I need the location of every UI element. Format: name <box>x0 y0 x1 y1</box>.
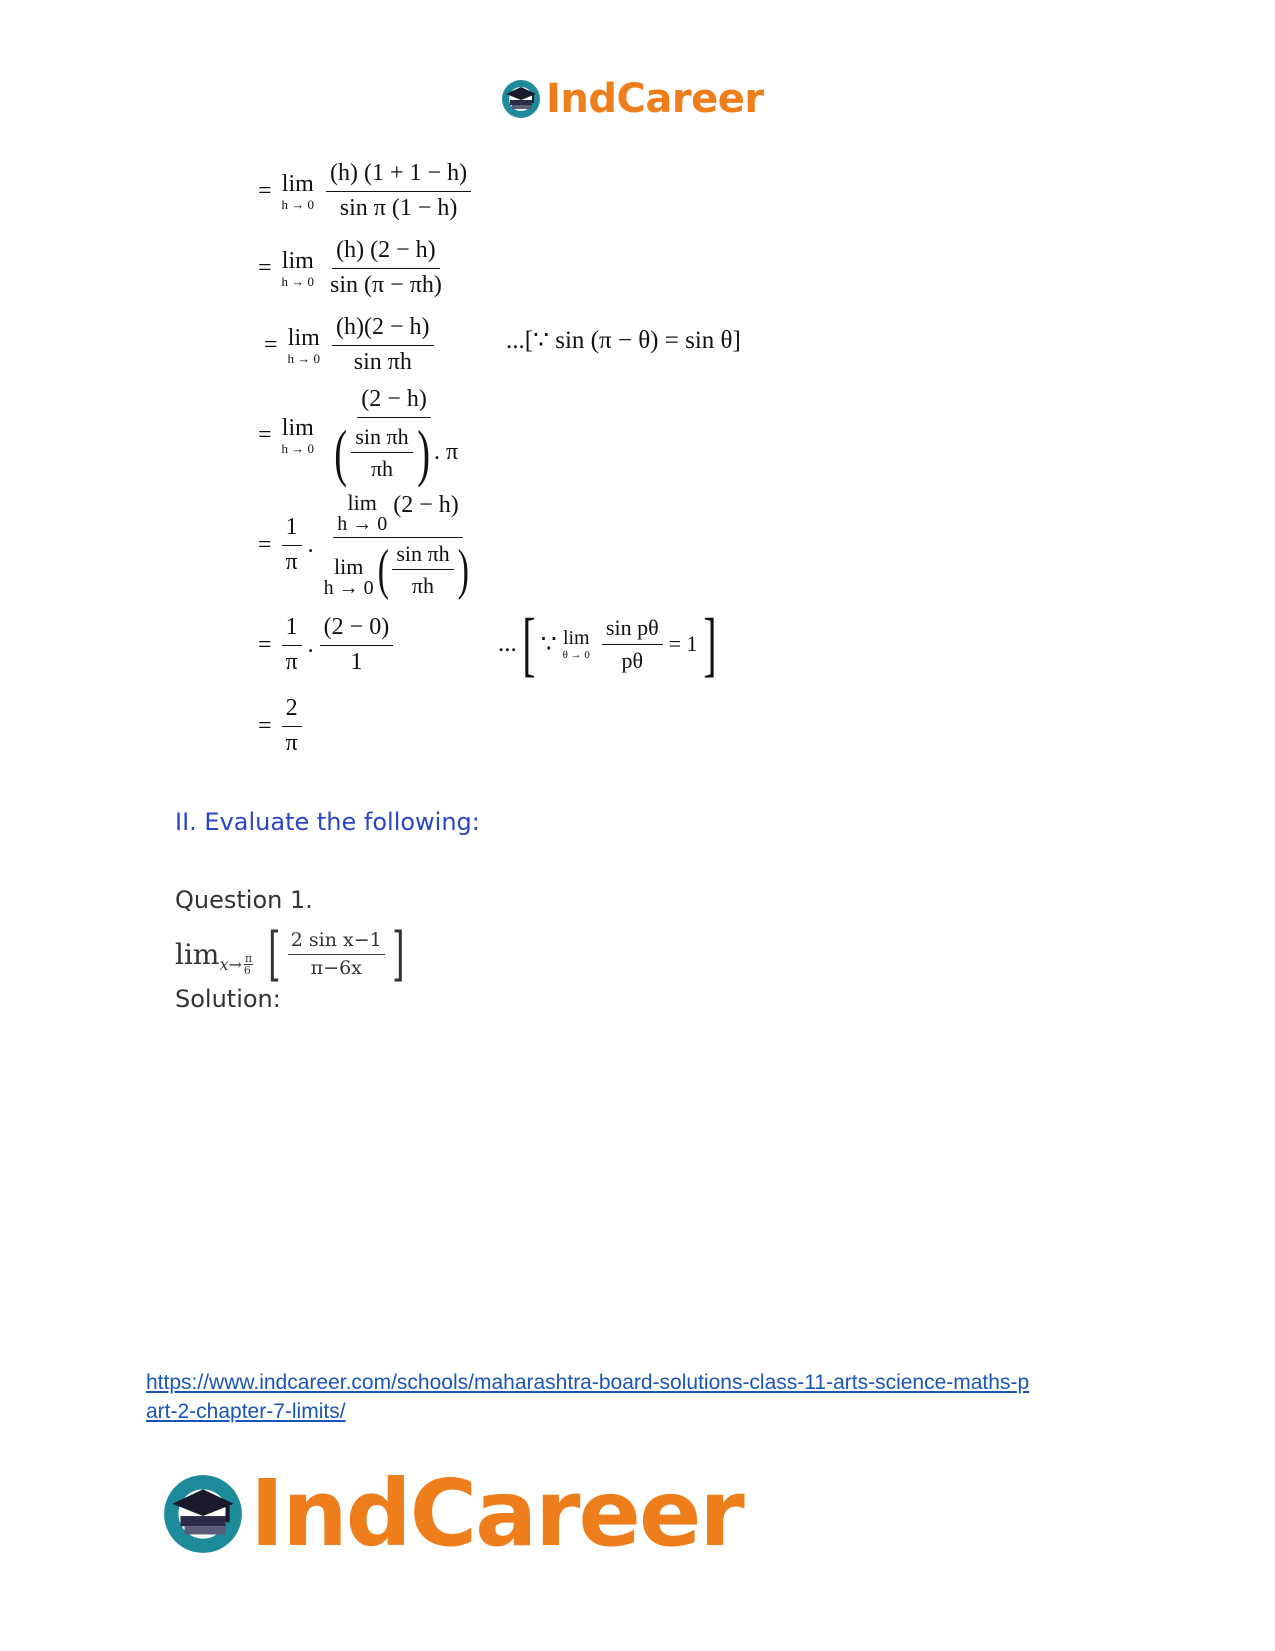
equals-sign: = <box>258 631 272 658</box>
logo-wordmark: IndCareer <box>546 76 764 122</box>
equals-sign: = <box>258 712 272 739</box>
numerator: (h)(2 − h) <box>332 314 434 346</box>
denominator: sin π (1 − h) <box>339 194 458 221</box>
derivation-step-4 <box>258 386 462 488</box>
fraction <box>326 237 446 299</box>
url-line-1[interactable]: https://www.indcareer.com/schools/maharashtra-board-solutions-class-11-arts-science-maths-p <box>146 1371 1030 1394</box>
inner-fraction: $\frac{\text{sin πh}}{\pi h}$ <box>351 424 412 482</box>
graduation-cap-books-icon <box>160 1471 246 1557</box>
derivation-step-6: = $\frac{1}{\pi}$ . $\frac{(2 - 0)}{1}$ <box>258 614 393 676</box>
denominator: sin πh <box>353 348 412 375</box>
fraction <box>332 314 434 376</box>
limit-quotient <box>320 492 477 599</box>
fraction <box>326 386 462 488</box>
denominator: sin (π − πh) <box>330 271 442 298</box>
logo-wordmark: IndCareer <box>250 1460 743 1567</box>
result-fraction: $\frac{2}{\pi}$ <box>282 695 302 757</box>
equals-sign: = <box>258 531 272 558</box>
limit-operator: lim h → 0 <box>287 324 321 366</box>
derivation-step-3 <box>264 314 434 376</box>
derivation-step-5: = $\frac{1}{\pi}$ . lim h → 0 (2 − h) lim h → 0 ( $\frac{\text{sin πh}}{\pi h}$ ) <box>258 492 476 599</box>
numerator: (2 − h) <box>357 386 431 418</box>
coefficient-fraction: $\frac{1}{\pi}$ <box>282 614 302 676</box>
section-heading: II. Evaluate the following: <box>175 808 480 836</box>
url-line-2[interactable]: art-2-chapter-7-limits/ <box>146 1400 346 1424</box>
identity-note: ...[∵ sin (π − θ) = sin θ] <box>506 327 741 354</box>
equals-sign: = <box>264 331 278 358</box>
fraction: $\frac{\text{sin pθ}}{p\theta}$ <box>602 615 663 673</box>
denominator: lim h → 0 ( $\frac{\text{sin πh}}{\pi h}$ ) <box>323 538 469 601</box>
fraction: $\frac{(2 - 0)}{1}$ <box>320 614 394 676</box>
graduation-cap-books-icon <box>500 78 542 120</box>
derivation-step-7 <box>258 695 302 757</box>
source-url-link[interactable] <box>146 1368 1146 1427</box>
derivation-step-1 <box>258 160 471 222</box>
question-label: Question 1. <box>175 886 313 914</box>
equals-sign: = <box>258 254 272 281</box>
fraction <box>326 160 471 222</box>
question-expression: lim x→ π 6 [ 2 sin x−1 π−6x ] <box>175 920 405 988</box>
standard-limit-note: ... [ ∵ lim θ → 0 $\frac{\text{sin pθ}}{p\theta}$ = 1 ] <box>498 604 717 684</box>
limit-subscript-fraction: π 6 <box>243 951 253 977</box>
inner-fraction: $\frac{\text{sin πh}}{\pi h}$ <box>392 541 453 599</box>
pi-multiplier: . π <box>433 438 459 465</box>
footer-logo <box>160 1460 743 1567</box>
limit-operator: lim h → 0 <box>281 170 315 212</box>
equals-sign: = <box>258 421 272 448</box>
numerator: (h) (1 + 1 − h) <box>326 160 471 192</box>
numerator: (h) (2 − h) <box>332 237 440 269</box>
coefficient-fraction: $\frac{1}{\pi}$ <box>282 514 302 576</box>
derivation-step-2 <box>258 237 446 299</box>
numerator: lim h → 0 (2 − h) <box>333 492 463 538</box>
header-logo <box>500 78 764 120</box>
limit-operator: lim <box>175 937 220 971</box>
denominator: ( $\frac{\text{sin πh}}{\pi h}$ ) . π <box>334 416 459 488</box>
solution-label: Solution: <box>175 985 281 1013</box>
limit-operator: lim h → 0 <box>281 247 315 289</box>
question-fraction: 2 sin x−1 π−6x <box>288 929 385 980</box>
equals-sign: = <box>258 177 272 204</box>
limit-operator: lim h → 0 <box>281 414 315 456</box>
limit-subscript: x→ <box>219 954 242 974</box>
